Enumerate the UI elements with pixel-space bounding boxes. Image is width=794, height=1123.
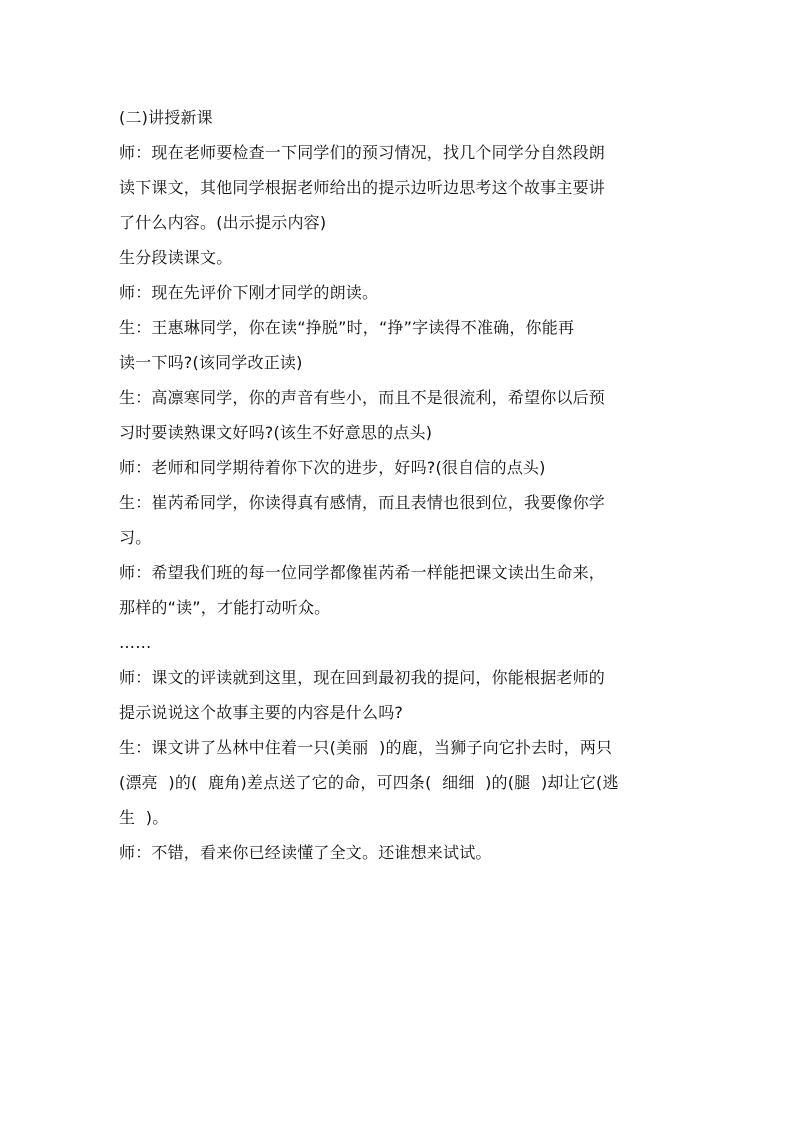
text-line: 读一下吗?(该同学改正读) <box>119 353 303 372</box>
ellipsis-line: …… <box>119 633 152 652</box>
text-line: 生：课文讲了丛林中住着一只(美丽 )的鹿，当狮子向它扑去时，两只 <box>119 738 613 757</box>
text-line: (漂亮 )的( 鹿角)差点送了它的命，可四条( 细细 )的(腿 )却让它(逃 <box>119 773 619 792</box>
text-line: 师：老师和同学期待着你下次的进步，好吗?(很自信的点头) <box>119 458 546 477</box>
text-line: 生：王惠琳同学，你在读“挣脱”时，“挣”字读得不准确，你能再 <box>119 318 575 337</box>
text-line: 那样的“读”，才能打动听众。 <box>119 598 331 617</box>
text-line: 师：希望我们班的每一位同学都像崔芮希一样能把课文读出生命来， <box>119 563 606 582</box>
text-line: 生 )。 <box>119 808 169 827</box>
text-line: 师：不错，看来你已经读懂了全文。还谁想来试试。 <box>119 843 492 862</box>
text-line: 读下课文，其他同学根据老师给出的提示边听边思考这个故事主要讲 <box>119 178 606 197</box>
text-line: 生：高凛寒同学，你的声音有些小，而且不是很流利，希望你以后预 <box>119 388 606 407</box>
text-line: 师：现在老师要检查一下同学们的预习情况，找几个同学分自然段朗 <box>119 143 606 162</box>
text-line: 生：崔芮希同学，你读得真有感情，而且表情也很到位，我要像你学 <box>119 493 606 512</box>
text-line: 师：现在先评价下刚才同学的朗读。 <box>119 283 379 302</box>
text-line: 师：课文的评读就到这里，现在回到最初我的提问，你能根据老师的 <box>119 668 606 687</box>
text-line: 了什么内容。(出示提示内容) <box>119 213 327 232</box>
text-line: 生分段读课文。 <box>119 248 233 267</box>
text-line: 习。 <box>119 528 152 547</box>
text-line: 习时要读熟课文好吗?(该生不好意思的点头) <box>119 423 433 442</box>
section-heading: (二)讲授新课 <box>119 108 213 127</box>
text-line: 提示说说这个故事主要的内容是什么吗? <box>119 703 404 722</box>
document-body <box>119 100 679 870</box>
